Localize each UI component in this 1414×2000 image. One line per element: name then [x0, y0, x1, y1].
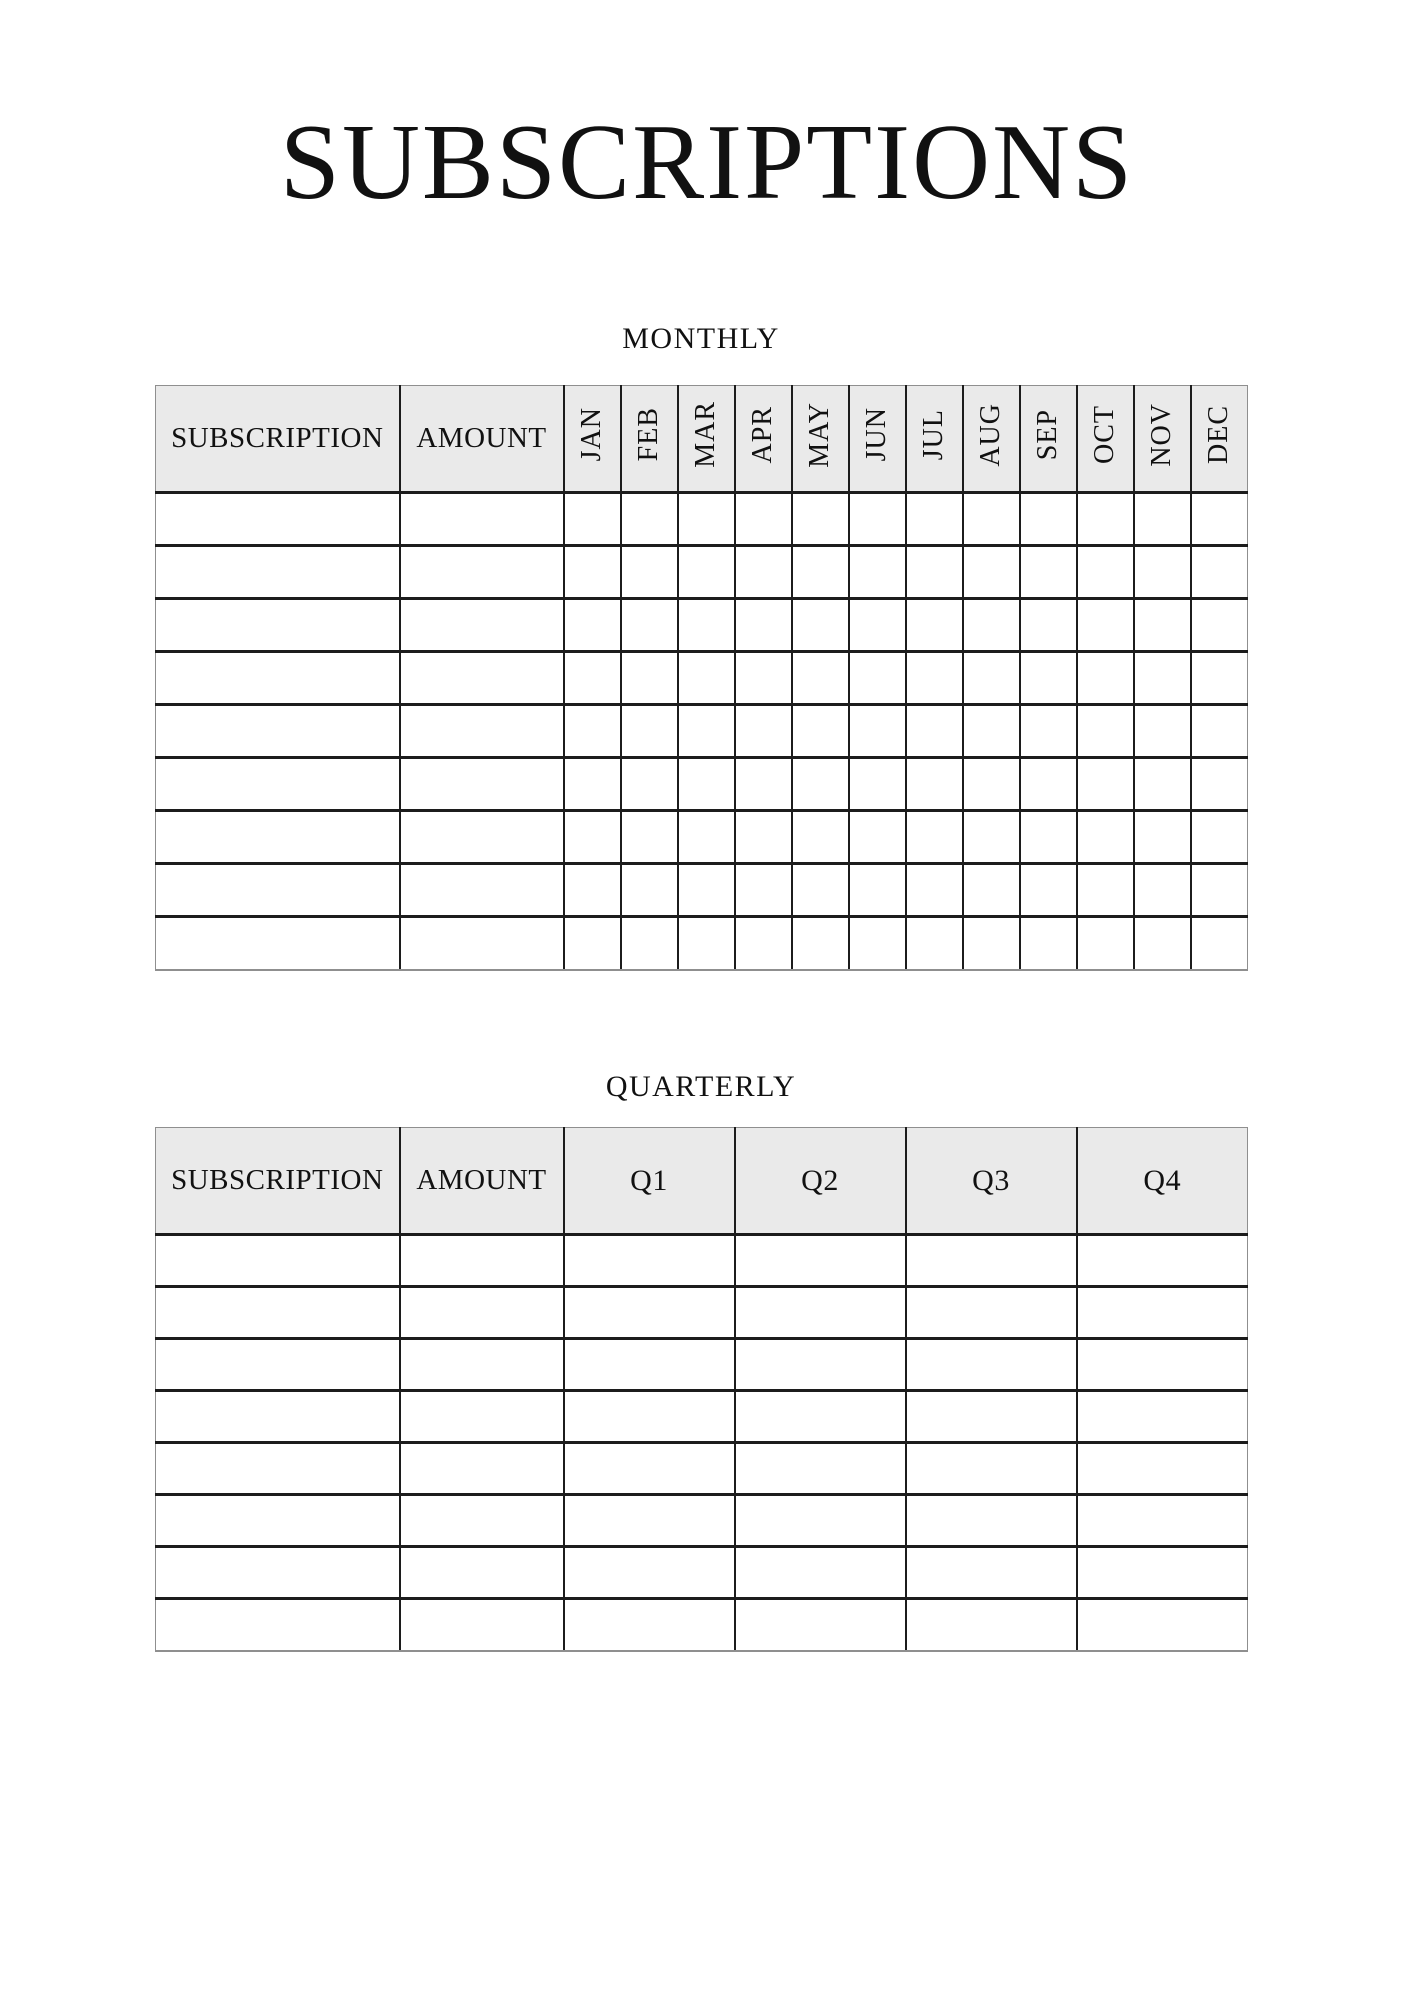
subscription-cell[interactable]	[156, 811, 400, 864]
quarter-cell[interactable]	[1077, 1391, 1248, 1443]
month-cell[interactable]	[1134, 599, 1191, 652]
month-cell[interactable]	[564, 493, 621, 546]
quarter-cell[interactable]	[735, 1287, 906, 1339]
quarter-label-q3: Q3	[972, 1163, 1010, 1197]
monthly-empty-row	[156, 758, 1248, 811]
subscription-cell[interactable]	[156, 652, 400, 705]
month-cell[interactable]	[621, 864, 678, 917]
month-cell[interactable]	[963, 705, 1020, 758]
month-cell[interactable]	[1191, 652, 1248, 705]
subscription-cell[interactable]	[156, 1443, 400, 1495]
month-cell[interactable]	[1077, 705, 1134, 758]
subscription-cell[interactable]	[156, 1287, 400, 1339]
monthly-section-label: MONTHLY	[622, 322, 780, 355]
subscription-cell[interactable]	[156, 493, 400, 546]
month-cell[interactable]	[1077, 758, 1134, 811]
amount-cell[interactable]	[400, 1547, 564, 1599]
monthly-subscription-header: SUBSCRIPTION	[156, 386, 400, 493]
quarter-cell[interactable]	[906, 1547, 1077, 1599]
month-cell[interactable]	[792, 493, 849, 546]
month-cell[interactable]	[906, 546, 963, 599]
quarter-cell[interactable]	[1077, 1287, 1248, 1339]
month-cell[interactable]	[906, 705, 963, 758]
amount-cell[interactable]	[400, 864, 564, 917]
amount-cell[interactable]	[400, 1235, 564, 1287]
quarter-header-q4	[1077, 1128, 1248, 1235]
quarter-cell[interactable]	[1077, 1443, 1248, 1495]
quarter-cell[interactable]	[564, 1495, 735, 1547]
month-cell[interactable]	[963, 917, 1020, 970]
month-cell[interactable]	[1077, 917, 1134, 970]
subscription-cell[interactable]	[156, 1339, 400, 1391]
quarterly-empty-row	[156, 1235, 1248, 1287]
month-label-jan: JAN	[576, 407, 607, 462]
month-cell[interactable]	[621, 546, 678, 599]
month-cell[interactable]	[564, 917, 621, 970]
quarter-cell[interactable]	[564, 1287, 735, 1339]
subscription-cell[interactable]	[156, 705, 400, 758]
quarter-cell[interactable]	[564, 1443, 735, 1495]
month-cell[interactable]	[849, 599, 906, 652]
quarterly-empty-row	[156, 1443, 1248, 1495]
monthly-header-row	[156, 386, 1248, 493]
month-cell[interactable]	[963, 864, 1020, 917]
month-header-apr	[735, 386, 792, 493]
month-cell[interactable]	[1134, 493, 1191, 546]
month-cell[interactable]	[792, 599, 849, 652]
month-cell[interactable]	[792, 652, 849, 705]
month-cell[interactable]	[792, 864, 849, 917]
amount-cell[interactable]	[400, 705, 564, 758]
month-cell[interactable]	[1077, 652, 1134, 705]
quarterly-table-body	[156, 1235, 1248, 1651]
month-cell[interactable]	[1020, 811, 1077, 864]
month-cell[interactable]	[1134, 917, 1191, 970]
amount-cell[interactable]	[400, 1495, 564, 1547]
amount-cell[interactable]	[400, 1339, 564, 1391]
month-cell[interactable]	[735, 758, 792, 811]
quarter-cell[interactable]	[564, 1547, 735, 1599]
quarterly-subscription-header: SUBSCRIPTION	[156, 1128, 400, 1235]
month-cell[interactable]	[678, 758, 735, 811]
quarter-cell[interactable]	[735, 1339, 906, 1391]
month-cell[interactable]	[1191, 811, 1248, 864]
month-cell[interactable]	[621, 811, 678, 864]
quarterly-empty-row	[156, 1339, 1248, 1391]
month-cell[interactable]	[735, 599, 792, 652]
month-header-oct	[1077, 386, 1134, 493]
quarter-label-q2: Q2	[801, 1163, 839, 1197]
month-cell[interactable]	[678, 864, 735, 917]
month-cell[interactable]	[1020, 652, 1077, 705]
month-cell[interactable]	[678, 811, 735, 864]
monthly-empty-row	[156, 599, 1248, 652]
month-label-dec: DEC	[1203, 405, 1235, 464]
month-cell[interactable]	[1134, 811, 1191, 864]
quarter-cell[interactable]	[735, 1495, 906, 1547]
quarter-cell[interactable]	[906, 1287, 1077, 1339]
month-cell[interactable]	[1191, 917, 1248, 970]
amount-cell[interactable]	[400, 1443, 564, 1495]
month-cell[interactable]	[621, 652, 678, 705]
month-cell[interactable]	[1191, 546, 1248, 599]
month-cell[interactable]	[792, 811, 849, 864]
month-label-may: MAY	[804, 401, 835, 468]
month-cell[interactable]	[963, 758, 1020, 811]
quarter-cell[interactable]	[906, 1443, 1077, 1495]
month-cell[interactable]	[735, 917, 792, 970]
month-cell[interactable]	[849, 705, 906, 758]
amount-cell[interactable]	[400, 758, 564, 811]
quarter-cell[interactable]	[564, 1599, 735, 1651]
quarterly-empty-row	[156, 1599, 1248, 1651]
quarterly-empty-row	[156, 1495, 1248, 1547]
month-cell[interactable]	[1077, 864, 1134, 917]
month-cell[interactable]	[1191, 493, 1248, 546]
month-cell[interactable]	[564, 758, 621, 811]
quarter-cell[interactable]	[906, 1495, 1077, 1547]
amount-cell[interactable]	[400, 1599, 564, 1651]
subscription-cell[interactable]	[156, 546, 400, 599]
quarter-cell[interactable]	[906, 1599, 1077, 1651]
month-cell[interactable]	[1191, 864, 1248, 917]
quarter-cell[interactable]	[906, 1391, 1077, 1443]
month-label-apr: APR	[747, 405, 778, 464]
subscription-cell[interactable]	[156, 599, 400, 652]
month-cell[interactable]	[735, 652, 792, 705]
quarterly-table	[155, 1127, 1248, 1652]
month-cell[interactable]	[678, 652, 735, 705]
month-cell[interactable]	[849, 546, 906, 599]
month-cell[interactable]	[849, 493, 906, 546]
month-header-aug	[963, 386, 1020, 493]
month-cell[interactable]	[564, 705, 621, 758]
monthly-empty-row	[156, 546, 1248, 599]
month-cell[interactable]	[906, 758, 963, 811]
month-header-sep	[1020, 386, 1077, 493]
month-cell[interactable]	[1077, 811, 1134, 864]
monthly-empty-row	[156, 652, 1248, 705]
month-header-jul	[906, 386, 963, 493]
month-cell[interactable]	[1191, 599, 1248, 652]
quarterly-empty-row	[156, 1391, 1248, 1443]
month-cell[interactable]	[564, 546, 621, 599]
amount-cell[interactable]	[400, 546, 564, 599]
month-cell[interactable]	[678, 546, 735, 599]
month-cell[interactable]	[849, 864, 906, 917]
month-cell[interactable]	[792, 546, 849, 599]
monthly-table	[155, 385, 1248, 971]
quarter-header-q1	[564, 1128, 735, 1235]
month-cell[interactable]	[1134, 652, 1191, 705]
quarter-cell[interactable]	[1077, 1235, 1248, 1287]
quarter-cell[interactable]	[564, 1339, 735, 1391]
month-cell[interactable]	[963, 546, 1020, 599]
monthly-table-body	[156, 493, 1248, 970]
month-cell[interactable]	[906, 864, 963, 917]
month-cell[interactable]	[735, 546, 792, 599]
subscription-cell[interactable]	[156, 1391, 400, 1443]
month-label-jun: JUN	[861, 407, 892, 462]
quarter-cell[interactable]	[735, 1391, 906, 1443]
subscription-cell[interactable]	[156, 1235, 400, 1287]
monthly-empty-row	[156, 811, 1248, 864]
quarterly-empty-row	[156, 1287, 1248, 1339]
month-header-feb	[621, 386, 678, 493]
subscription-cell[interactable]	[156, 758, 400, 811]
monthly-empty-row	[156, 864, 1248, 917]
monthly-empty-row	[156, 705, 1248, 758]
month-cell[interactable]	[1134, 864, 1191, 917]
amount-cell[interactable]	[400, 652, 564, 705]
month-cell[interactable]	[1077, 546, 1134, 599]
month-cell[interactable]	[564, 599, 621, 652]
quarter-cell[interactable]	[1077, 1599, 1248, 1651]
month-cell[interactable]	[963, 811, 1020, 864]
month-cell[interactable]	[792, 705, 849, 758]
month-cell[interactable]	[621, 917, 678, 970]
amount-cell[interactable]	[400, 599, 564, 652]
month-label-nov: NOV	[1146, 402, 1177, 467]
amount-cell[interactable]	[400, 917, 564, 970]
month-cell[interactable]	[963, 493, 1020, 546]
month-cell[interactable]	[564, 652, 621, 705]
quarter-cell[interactable]	[735, 1443, 906, 1495]
month-cell[interactable]	[1020, 758, 1077, 811]
subscription-cell[interactable]	[156, 864, 400, 917]
month-cell[interactable]	[621, 705, 678, 758]
month-cell[interactable]	[1134, 705, 1191, 758]
month-cell[interactable]	[735, 493, 792, 546]
month-cell[interactable]	[1020, 546, 1077, 599]
page-title: SUBSCRIPTIONS	[279, 103, 1135, 222]
quarter-cell[interactable]	[1077, 1339, 1248, 1391]
month-cell[interactable]	[792, 917, 849, 970]
quarter-cell[interactable]	[1077, 1495, 1248, 1547]
month-cell[interactable]	[849, 917, 906, 970]
monthly-empty-row	[156, 917, 1248, 970]
month-cell[interactable]	[1020, 864, 1077, 917]
amount-cell[interactable]	[400, 493, 564, 546]
month-label-jul: JUL	[918, 408, 949, 461]
month-cell[interactable]	[849, 652, 906, 705]
month-cell[interactable]	[1020, 599, 1077, 652]
month-cell[interactable]	[678, 917, 735, 970]
subscription-cell[interactable]	[156, 917, 400, 970]
quarter-cell[interactable]	[735, 1547, 906, 1599]
quarter-cell[interactable]	[906, 1339, 1077, 1391]
quarterly-amount-header: AMOUNT	[400, 1128, 564, 1235]
month-cell[interactable]	[792, 758, 849, 811]
monthly-amount-header: AMOUNT	[400, 386, 564, 493]
quarter-cell[interactable]	[735, 1599, 906, 1651]
quarter-header-q2	[735, 1128, 906, 1235]
quarter-cell[interactable]	[564, 1235, 735, 1287]
month-header-nov	[1134, 386, 1191, 493]
month-cell[interactable]	[678, 705, 735, 758]
quarter-cell[interactable]	[735, 1235, 906, 1287]
month-cell[interactable]	[906, 811, 963, 864]
month-cell[interactable]	[906, 652, 963, 705]
quarter-cell[interactable]	[1077, 1547, 1248, 1599]
month-cell[interactable]	[678, 493, 735, 546]
subscription-cell[interactable]	[156, 1599, 400, 1651]
month-cell[interactable]	[1191, 758, 1248, 811]
month-cell[interactable]	[1191, 705, 1248, 758]
month-header-may	[792, 386, 849, 493]
month-cell[interactable]	[1077, 493, 1134, 546]
month-header-jan	[564, 386, 621, 493]
quarter-cell[interactable]	[564, 1391, 735, 1443]
month-cell[interactable]	[906, 917, 963, 970]
month-cell[interactable]	[1077, 599, 1134, 652]
month-cell[interactable]	[906, 599, 963, 652]
quarter-cell[interactable]	[906, 1235, 1077, 1287]
month-cell[interactable]	[849, 758, 906, 811]
quarterly-header-row	[156, 1128, 1248, 1235]
amount-cell[interactable]	[400, 811, 564, 864]
quarter-label-q1: Q1	[630, 1163, 668, 1197]
quarter-header-q3	[906, 1128, 1077, 1235]
subscription-cell[interactable]	[156, 1495, 400, 1547]
quarterly-section-label: QUARTERLY	[605, 1070, 797, 1103]
month-label-oct: OCT	[1089, 405, 1120, 464]
month-cell[interactable]	[621, 758, 678, 811]
quarterly-empty-row	[156, 1547, 1248, 1599]
amount-cell[interactable]	[400, 1391, 564, 1443]
month-label-aug: AUG	[975, 402, 1006, 467]
month-cell[interactable]	[735, 811, 792, 864]
month-cell[interactable]	[1020, 917, 1077, 970]
month-cell[interactable]	[1134, 546, 1191, 599]
month-label-feb: FEB	[633, 407, 664, 462]
month-cell[interactable]	[621, 493, 678, 546]
month-cell[interactable]	[963, 599, 1020, 652]
month-cell[interactable]	[678, 599, 735, 652]
amount-cell[interactable]	[400, 1287, 564, 1339]
quarter-label-q4: Q4	[1143, 1163, 1182, 1197]
month-header-dec	[1191, 386, 1248, 493]
month-label-mar: MAR	[690, 401, 721, 468]
month-cell[interactable]	[564, 811, 621, 864]
month-label-sep: SEP	[1032, 408, 1063, 461]
month-cell[interactable]	[1020, 493, 1077, 546]
month-cell[interactable]	[1134, 758, 1191, 811]
month-cell[interactable]	[564, 864, 621, 917]
month-header-mar	[678, 386, 735, 493]
monthly-empty-row	[156, 493, 1248, 546]
month-cell[interactable]	[735, 705, 792, 758]
month-cell[interactable]	[735, 864, 792, 917]
subscription-cell[interactable]	[156, 1547, 400, 1599]
month-header-jun	[849, 386, 906, 493]
month-cell[interactable]	[906, 493, 963, 546]
month-cell[interactable]	[1020, 705, 1077, 758]
month-cell[interactable]	[963, 652, 1020, 705]
month-cell[interactable]	[849, 811, 906, 864]
month-cell[interactable]	[621, 599, 678, 652]
